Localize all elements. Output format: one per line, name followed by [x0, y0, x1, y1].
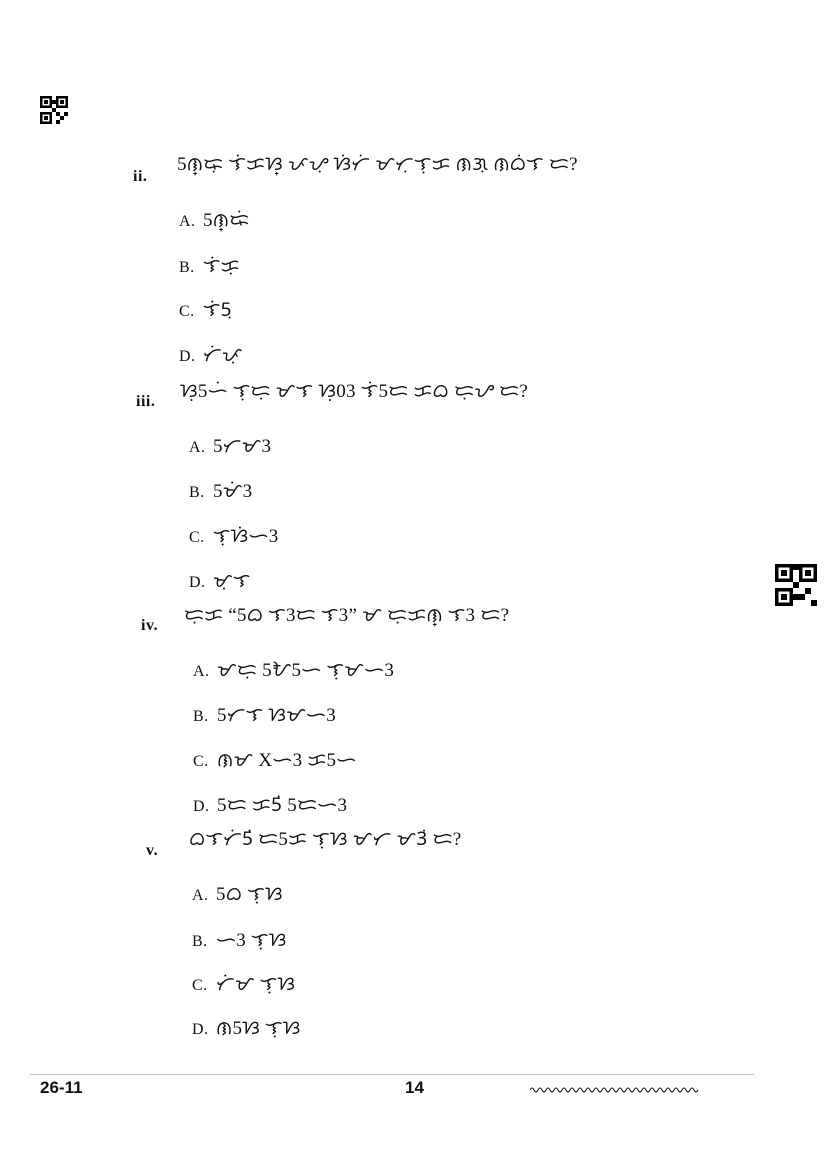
wavy-line-decoration — [530, 1082, 700, 1100]
option-b — [189, 477, 252, 503]
option-label: B. — [193, 708, 209, 725]
option-label: C. — [193, 753, 209, 770]
footer-divider — [30, 1074, 754, 1075]
option-text: ᜆᜒᜉᜓ — [203, 345, 243, 366]
option-a — [193, 656, 394, 682]
option-text: 5ᜇ ᜃ5ᜒ 5ᜇᜑ3 — [217, 795, 348, 816]
option-label: A. — [192, 887, 209, 904]
option-label: D. — [193, 798, 210, 815]
paper-code: 26-11 — [40, 1078, 83, 1097]
option-text: ᜎᜒᜃᜓ — [203, 256, 240, 277]
option-text: ᜋᜓᜎ — [213, 571, 251, 592]
option-text: ᜈ5ᜐ ᜎᜓᜐ — [216, 1018, 301, 1039]
option-b — [192, 926, 287, 952]
option-label: B. — [179, 259, 195, 276]
option-label: D. — [189, 574, 206, 591]
option-text: ᜑ3 ᜎᜓᜐ — [216, 930, 287, 951]
option-text: ᜎᜓᜐᜒᜑ3 — [213, 526, 279, 547]
option-a — [179, 206, 249, 232]
question-number: ii. — [133, 168, 148, 185]
option-text: ᜋᜇᜓ 5ᜀ5ᜑ ᜎᜓᜋᜑ3 — [217, 660, 395, 681]
option-c — [193, 746, 357, 772]
option-label: C. — [192, 977, 208, 994]
page-number: 14 — [405, 1078, 424, 1097]
option-text: ᜎᜒ5ᜓ — [203, 300, 232, 321]
question-number: v. — [146, 842, 159, 859]
option-label: C. — [179, 303, 195, 320]
option-d — [189, 567, 251, 593]
option-label: D. — [192, 1021, 209, 1038]
option-c — [192, 970, 295, 996]
question-text: ᜊᜎᜆᜒ5ᜒ ᜇ5ᜃ ᜎᜓᜐ ᜋᜆ ᜋ3ᜒ ᜇ? — [189, 829, 462, 850]
question-text: ᜐᜓ5ᜑᜒ ᜎᜓᜇᜓ ᜋᜎ ᜐᜓ03 ᜎᜒ5ᜇ ᜃᜊ ᜇᜓᜌ ᜇ? — [180, 381, 529, 402]
option-label: A. — [179, 213, 196, 230]
option-label: C. — [189, 529, 205, 546]
question-text: 5ᜈ᜔ᜍᜓ ᜎᜒᜃᜐ᜔ ᜉᜌᜓ ᜐᜒᜆᜒ ᜋᜆᜓᜎᜓᜃ ᜈᜄᜓ ᜈᜊᜒᜎ ᜇ? — [177, 154, 578, 175]
option-b — [193, 701, 336, 727]
question-text: ᜇᜓᜃ “5ᜊ ᜎ3ᜇ ᜎ3” ᜋ ᜇᜓᜃᜈ᜔ ᜎ3 ᜇ? — [184, 605, 510, 626]
qr-code-top — [40, 96, 68, 124]
option-b — [179, 252, 240, 278]
question-number: iv. — [141, 617, 159, 634]
option-a — [192, 880, 283, 906]
option-text: 5ᜆᜎ ᜐᜋᜑ3 — [217, 705, 337, 726]
option-d — [192, 1014, 301, 1040]
option-d — [179, 341, 242, 367]
option-label: B. — [192, 933, 208, 950]
option-text: 5ᜆᜋ3 — [213, 436, 272, 457]
option-text: 5ᜈ᜔ᜍᜒ — [203, 210, 250, 231]
option-text: 5ᜋᜒ3 — [213, 481, 253, 502]
option-label: B. — [189, 484, 205, 501]
option-a — [189, 432, 271, 458]
option-c — [189, 522, 279, 548]
option-label: A. — [193, 663, 210, 680]
option-text: ᜈᜋ Xᜑ3 ᜃ5ᜑ — [217, 750, 357, 771]
option-c — [179, 296, 232, 322]
option-label: D. — [179, 348, 196, 365]
qr-code-side — [775, 564, 817, 606]
option-d — [193, 791, 347, 817]
option-text: 5ᜊ ᜎᜓᜐ — [216, 884, 283, 905]
option-label: A. — [189, 439, 206, 456]
question-number: iii. — [136, 393, 156, 410]
option-text: ᜆᜒᜋ ᜎᜓᜐ — [216, 974, 296, 995]
